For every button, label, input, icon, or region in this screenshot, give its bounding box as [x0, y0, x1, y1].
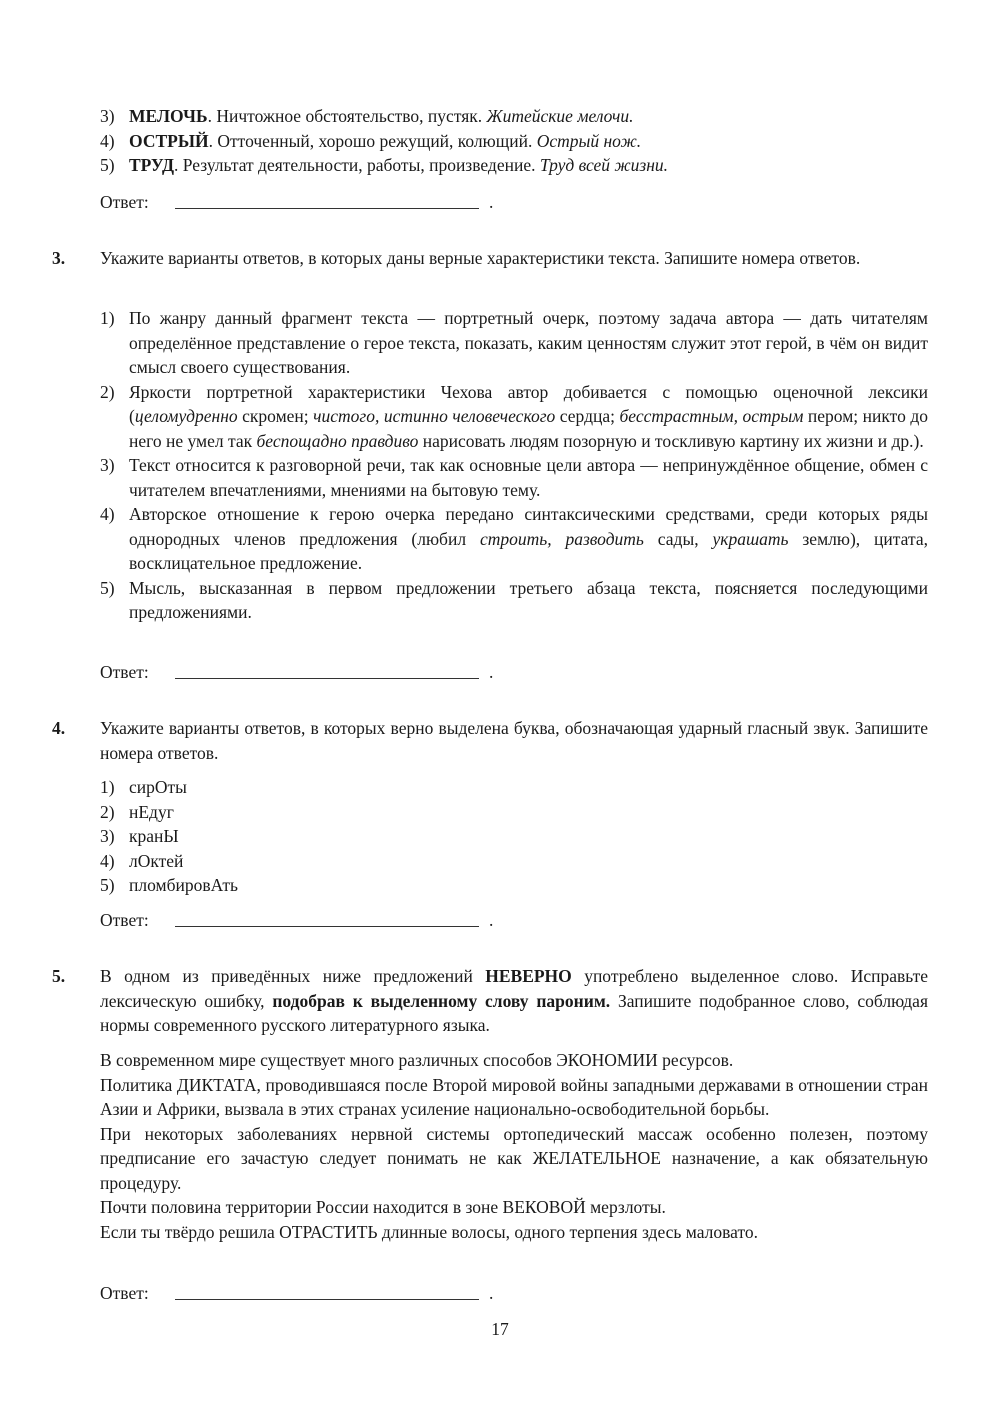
task4-options	[100, 775, 928, 898]
answer-label: Ответ:	[100, 192, 149, 212]
task3-prompt-block	[100, 246, 928, 271]
answer-dot: .	[489, 910, 494, 930]
answer-line[interactable]	[175, 926, 479, 927]
task5-sentence: Почти половина территории России находится в зоне ВЕКОВОЙ мерзлоты.	[100, 1197, 666, 1217]
option-italic: бесстрастным, острым	[619, 406, 804, 426]
option-number: 1)	[100, 777, 115, 797]
option-number: 2)	[100, 381, 115, 402]
option-text: Мысль, высказанная в первом предложении третьего абзаца текста, поясняется последующими предложениями.	[129, 577, 928, 622]
option-text: нарисовать людям позорную и тоскливую картину их жизни и др.).	[418, 430, 924, 451]
page-number: 17	[491, 1319, 509, 1339]
task5-prompt	[100, 964, 928, 1038]
option-number: 4)	[100, 850, 115, 871]
answer-label: Ответ:	[100, 910, 149, 930]
task2-answer-field[interactable]	[100, 190, 520, 216]
option-number: 4)	[100, 130, 115, 151]
task4-option	[100, 849, 928, 874]
option-example: Труд всей жизни.	[539, 155, 669, 175]
option-italic: украшать	[712, 528, 789, 549]
option-number: 5)	[100, 577, 115, 598]
option-text: сады,	[643, 528, 713, 549]
task2-option	[100, 104, 928, 129]
option-text: Текст относится к разговорной речи, так как основные цели автора — непринуждённое общение, обмен с читателем впечатлениями, мнениями на бытовую тему.	[129, 455, 928, 500]
option-italic: чистого, истинно человеческого	[313, 406, 556, 426]
answer-line[interactable]	[175, 1299, 479, 1300]
prompt-text: употреблено выделенное слово. Исправьте лексическую ошибку,	[100, 966, 928, 1011]
answer-dot: .	[489, 1283, 494, 1303]
option-number: 4)	[100, 504, 115, 524]
option-italic: строить, разводить	[479, 528, 644, 549]
task4-prompt-block	[100, 716, 928, 765]
task5-sentence: В современном мире существует много различных способов ЭКОНОМИИ ресурсов.	[100, 1050, 734, 1070]
task3-option-5	[100, 576, 928, 625]
answer-label: Ответ:	[100, 662, 149, 682]
task2-options-tail	[100, 104, 928, 178]
prompt-text: В одном из приведённых ниже предложений	[100, 966, 486, 986]
option-text: скромен;	[237, 406, 314, 426]
task4-option	[100, 800, 928, 825]
option-text: сердца;	[555, 406, 620, 426]
option-definition: . Отточенный, хорошо режущий, колющий.	[208, 130, 537, 151]
task3-answer-field[interactable]	[100, 660, 520, 686]
option-text: сирОты	[129, 777, 187, 797]
task3-prompt: Укажите варианты ответов, в которых даны верные характеристики текста. Запишите номера ответов.	[100, 248, 861, 268]
prompt-bold: НЕВЕРНО	[485, 966, 572, 986]
task3-option-3	[100, 453, 928, 502]
task5-answer-field[interactable]	[100, 1281, 520, 1307]
answer-dot: .	[489, 662, 494, 682]
answer-label: Ответ:	[100, 1283, 149, 1303]
task2-option	[100, 129, 928, 154]
option-example: Житейские мелочи.	[486, 106, 634, 126]
task3-number: 3.	[52, 248, 66, 268]
task3-option-2	[100, 380, 928, 454]
task5-sentence: Если ты твёрдо решила ОТРАСТИТЬ длинные волосы, одного терпения здесь маловато.	[100, 1221, 759, 1242]
option-number: 3)	[100, 455, 115, 475]
option-word: МЕЛОЧЬ	[129, 106, 208, 126]
option-word: ОСТРЫЙ	[129, 130, 209, 151]
option-number: 3)	[100, 826, 115, 846]
option-italic: целомудренно	[134, 406, 238, 426]
option-number: 3)	[100, 106, 115, 126]
task2-option	[100, 153, 928, 178]
option-text: Авторское отношение к герою очерка передано синтаксическими средствами, среди которых ряды однородных членов предложения (любил	[129, 504, 928, 549]
task5-prompt-block	[100, 964, 928, 1038]
option-number: 2)	[100, 801, 115, 822]
option-text: кранЫ	[129, 826, 179, 846]
option-text: пером; никто до него не умел так	[129, 406, 928, 451]
task3-option-4	[100, 502, 928, 576]
option-definition: . Ничтожное обстоятельство, пустяк.	[207, 106, 487, 126]
task5-sentence: Политика ДИКТАТА, проводившаяся после Второй мировой войны западными державами в отношении стран Азии и Африки, вызвала в этих странах усиление национально-освободительной борьбы.	[100, 1074, 928, 1119]
answer-line[interactable]	[175, 678, 479, 679]
task5-sentence: При некоторых заболеваниях нервной системы ортопедический массаж особенно полезен, поэтому предписание его зачастую следует понимать не как ЖЕЛАТЕЛЬНОЕ назначение, а как обязательную процедуру.	[100, 1123, 928, 1193]
option-text: пломбировАть	[129, 875, 239, 895]
task3-option-1	[100, 306, 928, 380]
task4-option	[100, 824, 928, 849]
task4-number: 4.	[52, 718, 66, 738]
prompt-text: Запишите подобранное слово, соблюдая нормы современного русского литературного языка.	[100, 990, 928, 1035]
option-example: Острый нож.	[536, 130, 642, 151]
task4-option	[100, 775, 928, 800]
option-text: землю), цитата, восклицательное предложение.	[129, 528, 928, 573]
option-number: 5)	[100, 875, 115, 895]
answer-line[interactable]	[175, 208, 479, 209]
option-italic: беспощадно правдиво	[256, 430, 419, 451]
option-number: 1)	[100, 308, 115, 328]
prompt-bold: подобрав к выделенному слову пароним.	[272, 990, 611, 1011]
option-text: Яркости портретной характеристики Чехова автор добивается с помощью оценочной лексики (	[129, 381, 928, 426]
option-definition: . Результат деятельности, работы, произведение.	[174, 155, 540, 175]
option-number: 5)	[100, 155, 115, 175]
answer-dot: .	[489, 192, 494, 212]
task4-prompt: Укажите варианты ответов, в которых верно выделена буква, обозначающая ударный гласный звук. Запишите номера ответов.	[100, 718, 928, 763]
option-text: По жанру данный фрагмент текста — портретный очерк, поэтому задача автора — дать читателям определённое представление о герое текста, показать, каким ценностям служит этот герой, в чём он видит смысл своего существования.	[129, 308, 928, 377]
option-word: ТРУД	[129, 155, 175, 175]
option-text: лОктей	[129, 850, 184, 871]
task5-sentences	[100, 1048, 928, 1244]
task4-answer-field[interactable]	[100, 908, 520, 934]
task5-number: 5.	[52, 966, 66, 986]
task4-option	[100, 873, 928, 898]
option-text: нЕдуг	[129, 801, 174, 822]
task3-options	[100, 306, 928, 625]
